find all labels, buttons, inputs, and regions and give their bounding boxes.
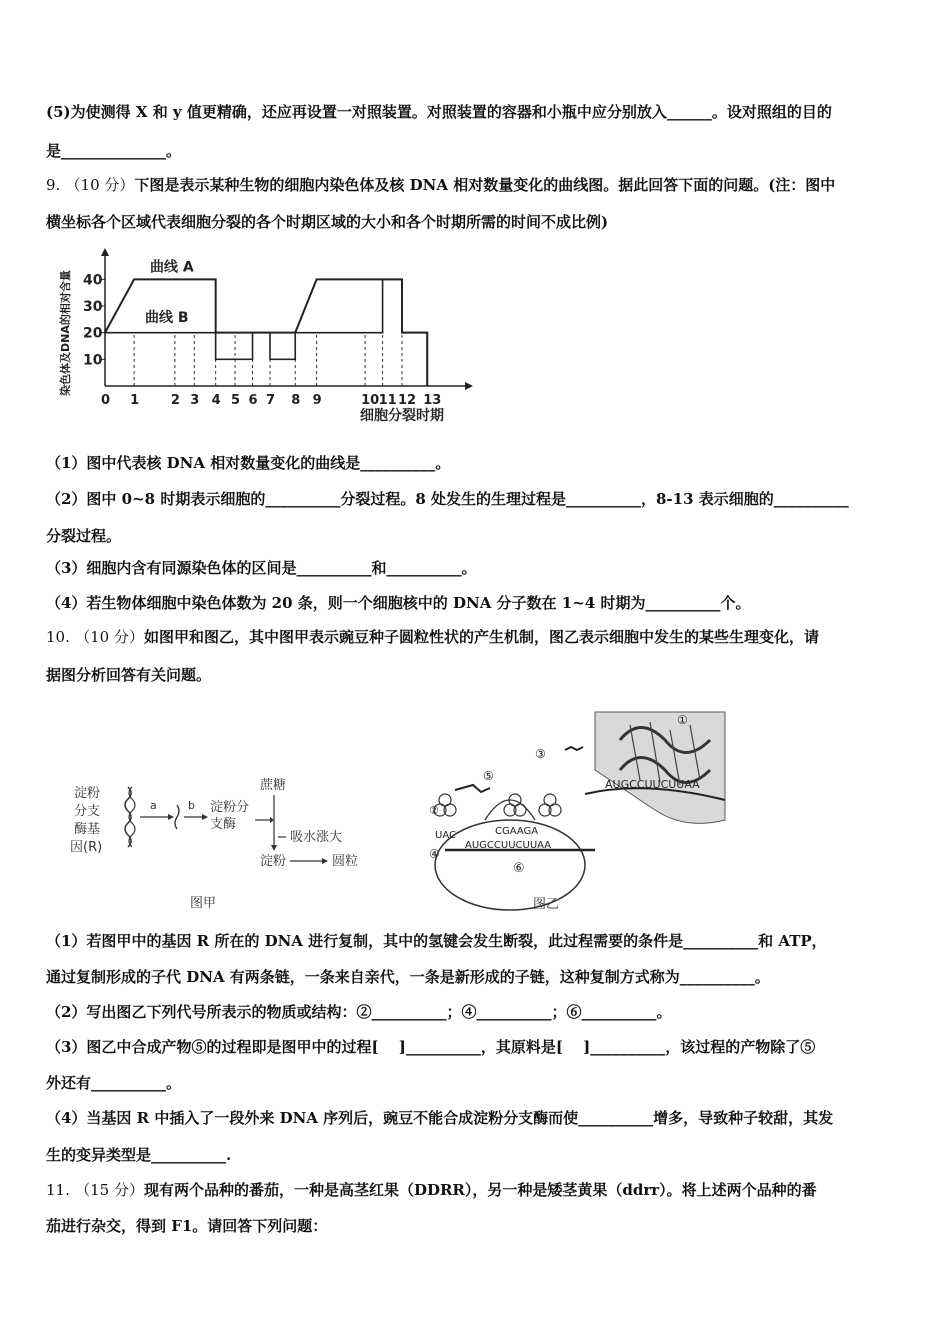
q8-part5-line1: (5)为使测得 X 和 y 值更精确，还应再设置一对照装置。对照装置的容器和小瓶中应分别放入______。设对照组的目的 bbox=[46, 103, 832, 121]
yi-marker-5: ⑤ bbox=[483, 769, 494, 783]
q10-stem-line2: 据图分析回答有关问题。 bbox=[46, 666, 212, 684]
q10-part2: （2）写出图乙下列代号所表示的物质或结构：②__________；④__________；⑥__________。 bbox=[46, 1003, 672, 1021]
x-axis-arrow bbox=[465, 382, 473, 390]
jia-enzyme-2: 支酶 bbox=[210, 817, 237, 832]
jia-arrow-a: a bbox=[150, 799, 157, 812]
q9-part4: （4）若生物体细胞中染色体数为 20 条，则一个细胞核中的 DNA 分子数在 1~4 时期为__________个。 bbox=[46, 594, 751, 612]
x-tick-label: 2 bbox=[170, 393, 180, 408]
q9-part2-line1: （2）图中 0~8 时期表示细胞的__________分裂过程。8 处发生的生理过程是__________，8-13 表示细胞的__________ bbox=[46, 490, 849, 508]
y-axis-label: 染色体及DNA的相对含量 bbox=[59, 270, 72, 396]
jia-gene-label-4: 因(R) bbox=[70, 840, 103, 855]
x-tick-label: 10 bbox=[361, 393, 380, 408]
yi-anticodon: UAC bbox=[435, 830, 456, 841]
q11-stem-line1 bbox=[46, 1180, 906, 1200]
figure-jia bbox=[60, 765, 410, 915]
jia-enzyme-1: 淀粉分 bbox=[210, 800, 250, 815]
y-axis-arrow bbox=[101, 248, 109, 256]
jia-starch: 淀粉 bbox=[260, 854, 287, 869]
q10-part3-line2: 外还有__________。 bbox=[46, 1074, 182, 1092]
x-tick-label: 13 bbox=[423, 393, 442, 408]
q9-part3: （3）细胞内含有同源染色体的区间是__________和__________。 bbox=[46, 559, 477, 577]
curve-b-label: 曲线 B bbox=[145, 310, 189, 326]
x-tick-label: 11 bbox=[378, 393, 397, 408]
jia-water: 吸水涨大 bbox=[290, 830, 343, 845]
q10-number: 10. bbox=[46, 628, 70, 646]
x-tick-label: 5 bbox=[231, 393, 241, 408]
q10-score: （10 分） bbox=[75, 628, 144, 646]
yi-marker-4: ④ bbox=[429, 847, 440, 861]
q10-part3-line1: （3）图乙中合成产物⑤的过程即是图甲中的过程[ ]__________，其原料是[ ]__________，该过程的产物除了⑤ bbox=[46, 1038, 816, 1056]
q11-score: （15 分） bbox=[75, 1181, 144, 1199]
q9-part2-line2: 分裂过程。 bbox=[46, 527, 122, 545]
jia-mrna-wave bbox=[175, 805, 179, 829]
jia-gene-label-1: 淀粉 bbox=[74, 786, 101, 801]
y-tick-label: 40 bbox=[83, 272, 103, 289]
yi-marker-3: ③ bbox=[535, 747, 546, 761]
jia-arrow-b: b bbox=[188, 799, 195, 812]
x-tick-label: 12 bbox=[398, 393, 417, 408]
q11-stem-line2: 茄进行杂交，得到 F1。请回答下列问题： bbox=[46, 1217, 328, 1235]
q10-part4-line1: （4）当基因 R 中插入了一段外来 DNA 序列后，豌豆不能合成淀粉分支酶而使__________增多，导致种子较甜，其发 bbox=[46, 1109, 834, 1127]
q10-part1-line1: （1）若图甲中的基因 R 所在的 DNA 进行复制，其中的氢键会发生断裂，此过程需要的条件是__________和 ATP， bbox=[46, 932, 827, 950]
q9-stem-line1 bbox=[46, 175, 906, 195]
yi-seq-mrna: AUGCCUUCUUAA bbox=[465, 840, 552, 851]
jia-caption: 图甲 bbox=[190, 896, 217, 911]
q10-part1-line2: 通过复制形成的子代 DNA 有两条链，一条来自亲代，一条是新形成的子链，这种复制方式称为__________。 bbox=[46, 968, 770, 986]
q9-score: （10 分） bbox=[65, 176, 135, 194]
y-tick-label: 20 bbox=[83, 325, 103, 342]
q10-stem-line1 bbox=[46, 627, 906, 647]
yi-seq-trna: CGAAGA bbox=[495, 826, 539, 837]
curve-a-label: 曲线 A bbox=[150, 259, 194, 276]
q9-stem-line2: 横坐标各个区域代表细胞分裂的各个时期区域的大小和各个时期所需的时间不成比例) bbox=[46, 213, 609, 231]
x-tick-label: 8 bbox=[291, 393, 301, 408]
yi-nucleus bbox=[595, 712, 725, 823]
x-tick-label: 4 bbox=[211, 393, 221, 408]
jia-round: 圆粒 bbox=[332, 854, 359, 869]
x-tick-label: 1 bbox=[130, 393, 140, 408]
yi-marker-2: ② bbox=[429, 804, 439, 817]
q9-number: 9. bbox=[46, 176, 61, 194]
q9-stem-text: 下图是表示某种生物的细胞内染色体及核 DNA 相对数量变化的曲线图。据此回答下面的问题。(注：图中 bbox=[134, 176, 836, 194]
figure-yi bbox=[425, 710, 735, 915]
x-tick-label: 3 bbox=[190, 393, 200, 408]
yi-marker-6: ⑥ bbox=[513, 861, 525, 876]
x-tick-label: 9 bbox=[312, 393, 322, 408]
yi-seq-top: AUGCCUUCUUAA bbox=[605, 778, 700, 791]
jia-sucrose: 蔗糖 bbox=[260, 778, 287, 793]
q10-part4-line2: 生的变异类型是__________. bbox=[46, 1146, 232, 1164]
jia-gene-label-2: 分支 bbox=[74, 804, 101, 819]
q8-part5-line2: 是______________。 bbox=[46, 142, 182, 160]
x-tick-label: 6 bbox=[248, 393, 258, 408]
x-axis-label: 细胞分裂时期 bbox=[360, 408, 444, 424]
yi-caption: 图乙 bbox=[533, 897, 560, 912]
q9-part1: （1）图中代表核 DNA 相对数量变化的曲线是__________。 bbox=[46, 454, 451, 472]
y-tick-label: 30 bbox=[83, 299, 103, 315]
jia-gene-label-3: 酶基 bbox=[74, 822, 101, 837]
x-tick-label: 0 bbox=[101, 393, 111, 408]
dna-chromosome-chart bbox=[55, 248, 475, 428]
x-tick-label: 7 bbox=[266, 393, 276, 408]
q11-stem-text: 现有两个品种的番茄，一种是高茎红果（DDRR），另一种是矮茎黄果（ddrr）。将上述两个品种的番 bbox=[143, 1181, 817, 1199]
yi-marker-1: ① bbox=[677, 713, 688, 727]
series-line-b bbox=[105, 279, 427, 386]
q10-stem-text: 如图甲和图乙，其中图甲表示豌豆种子圆粒性状的产生机制，图乙表示细胞中发生的某些生理变化，请 bbox=[143, 628, 819, 646]
y-tick-label: 10 bbox=[83, 352, 103, 369]
q11-number: 11. bbox=[46, 1181, 70, 1199]
